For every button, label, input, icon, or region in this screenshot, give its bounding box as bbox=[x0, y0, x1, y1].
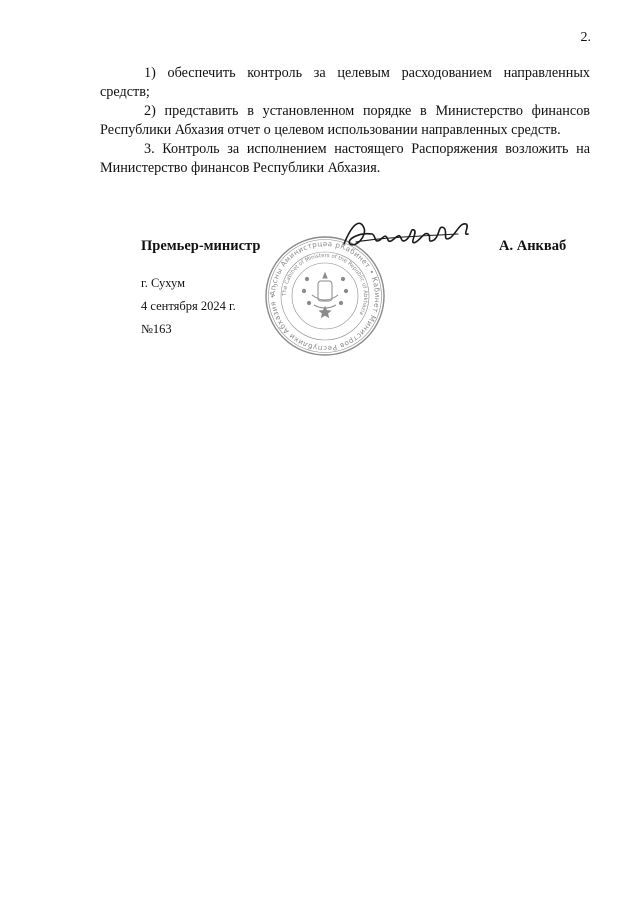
paragraph-2: 2) представить в установленном порядке в Министерство финансов Республики Абхазия отчет о целевом использовании направленных средств. bbox=[100, 103, 590, 138]
seal-outer-text: Аҧсны Аминистрцәа рКабинет • Кабинет Министров Республики Абхазия • bbox=[267, 238, 383, 354]
date: 4 сентября 2024 г. bbox=[141, 299, 236, 313]
emblem-icon bbox=[302, 273, 347, 317]
document-body bbox=[100, 64, 590, 178]
page-number: 2. bbox=[580, 30, 591, 45]
seal-inner-text: The Cabinet of Ministers of the Republic of Abkhazia bbox=[281, 252, 369, 316]
signatory-title: Премьер-министр bbox=[141, 238, 261, 254]
place: г. Сухум bbox=[141, 276, 186, 290]
paragraph-3: 3. Контроль за исполнением настоящего Распоряжения возложить на Министерство финансов Республики Абхазия. bbox=[100, 141, 590, 176]
place-date-block bbox=[141, 272, 236, 341]
signatory-name: А. Анкваб bbox=[499, 238, 567, 254]
paragraph-1: 1) обеспечить контроль за целевым расходованием направленных средств; bbox=[100, 65, 590, 100]
document-number: №163 bbox=[141, 322, 172, 336]
signature-icon bbox=[338, 214, 478, 258]
